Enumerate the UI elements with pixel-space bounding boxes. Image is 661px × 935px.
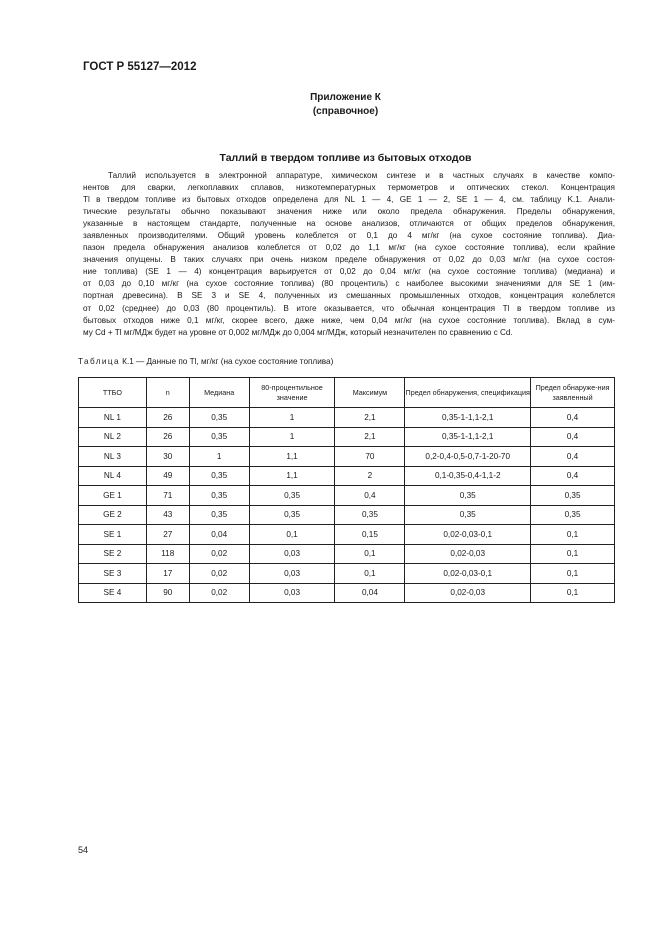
table-cell: 1 [189, 447, 249, 467]
table-cell: 0,02-0,03 [405, 544, 531, 564]
table-cell: 0,03 [249, 564, 335, 584]
table-cell: NL 4 [79, 466, 147, 486]
column-header: ТТБО [79, 378, 147, 408]
table-cell: 118 [146, 544, 189, 564]
annex-heading [0, 91, 661, 119]
table-cell: 0,04 [335, 583, 405, 603]
table-cell: 2,1 [335, 408, 405, 428]
paragraph-line: бытовых отходов ниже 0,1 мг/кг, скорее всего, даже ниже, чем 0,04 мг/кг (на сухое состояние топлива). Вклад в сум- [83, 315, 615, 325]
paragraph-line: пазон предела обнаружения анализов колеблется от 0,02 до 1,1 мг/кг (на сухое состояние топлива), если крайние [83, 243, 615, 253]
paragraph-line: от 0,03 до 0,10 мг/кг (на сухое состояние топлива) (80 процентиль) с наиболее высокими значениями для SE 1 (им- [83, 279, 615, 289]
table-row [79, 525, 615, 545]
annex-subtitle: (справочное) [312, 106, 379, 117]
table-row [79, 486, 615, 506]
table-cell: 0,1 [531, 525, 615, 545]
paragraph-line: Таллий используется в электронной аппаратуре, химическом синтезе и в частных случаях в качестве компо- [108, 171, 615, 180]
table-cell: 30 [146, 447, 189, 467]
table-cell: 0,35 [335, 505, 405, 525]
table-cell: 0,35 [249, 486, 335, 506]
table-row [79, 505, 615, 525]
column-header: Предел обнаруже-ния заявленный [531, 378, 615, 408]
paragraph-line: указанные в настоящем стандарте, полученные на основе анализов, отличаются от общих пределов обнаружения, [83, 219, 615, 229]
column-header: 80-процентильное значение [249, 378, 335, 408]
table-cell: 0,35 [189, 408, 249, 428]
table-row [79, 564, 615, 584]
table-cell: 0,4 [531, 408, 615, 428]
table-cell: 0,03 [249, 544, 335, 564]
table-cell: SE 4 [79, 583, 147, 603]
table-cell: 0,4 [531, 447, 615, 467]
table-cell: GE 2 [79, 505, 147, 525]
table-cell: 0,2-0,4-0,5-0,7-1-20-70 [405, 447, 531, 467]
table-header-row [79, 378, 615, 408]
section-title: Таллий в твердом топливе из бытовых отходов [219, 152, 472, 164]
paragraph-line: от 0,02 (среднее) до 0,03 (80 процентиль). В итоге оказывается, что обычная концентрация Tl в твердом топливе из [83, 303, 615, 313]
table-cell: 17 [146, 564, 189, 584]
table-cell: 0,4 [531, 427, 615, 447]
table-cell: 0,35-1-1,1-2,1 [405, 408, 531, 428]
table-cell: NL 1 [79, 408, 147, 428]
table-cell: 0,35 [189, 427, 249, 447]
table-cell: 0,35 [405, 505, 531, 525]
paragraph-line: значения опущены. В таких случаях при очень низком пределе обнаружения от 0,02 до 0,03 мг/кг (на сухое состоя- [83, 255, 615, 265]
table-caption [78, 357, 333, 366]
table-row [79, 466, 615, 486]
table-caption-text: К.1 — Данные по Tl, мг/кг (на сухое состояние топлива) [119, 357, 334, 366]
body-paragraph [83, 170, 615, 339]
column-header: Предел обнаружения, спецификация [405, 378, 531, 408]
table-cell: 43 [146, 505, 189, 525]
table-cell: 26 [146, 427, 189, 447]
table-cell: 0,02 [189, 583, 249, 603]
table-cell: 90 [146, 583, 189, 603]
table-cell: 0,1 [531, 564, 615, 584]
table-cell: 0,03 [249, 583, 335, 603]
table-cell: 0,35 [189, 486, 249, 506]
table-cell: 1 [249, 427, 335, 447]
table-cell: 2,1 [335, 427, 405, 447]
table-cell: 0,1 [531, 544, 615, 564]
table-cell: 0,02-0,03-0,1 [405, 564, 531, 584]
table-cell: GE 1 [79, 486, 147, 506]
table-cell: 0,1 [249, 525, 335, 545]
table-cell: 0,02-0,03 [405, 583, 531, 603]
table-cell: 0,35 [249, 505, 335, 525]
table-caption-label: Таблица [78, 357, 120, 366]
table-cell: 0,4 [531, 466, 615, 486]
table-cell: 71 [146, 486, 189, 506]
table-cell: SE 2 [79, 544, 147, 564]
table-cell: 49 [146, 466, 189, 486]
table-cell: 0,35 [531, 486, 615, 506]
table-cell: 70 [335, 447, 405, 467]
table-cell: 1,1 [249, 447, 335, 467]
table-cell: 0,1-0,35-0,4-1,1-2 [405, 466, 531, 486]
paragraph-line: тические результаты обычно показывают значения ниже или около предела обнаружения. Пределы обнаружения, [83, 207, 615, 217]
annex-title: Приложение К [310, 92, 381, 103]
table-cell: SE 1 [79, 525, 147, 545]
table-cell: 2 [335, 466, 405, 486]
page-number: 54 [78, 845, 89, 855]
table-row [79, 583, 615, 603]
table-cell: 0,35-1-1,1-2,1 [405, 427, 531, 447]
document-header: ГОСТ Р 55127—2012 [83, 61, 197, 73]
table-cell: 0,35 [189, 505, 249, 525]
column-header: Максимум [335, 378, 405, 408]
table-cell: NL 3 [79, 447, 147, 467]
paragraph-line: заявленных производителями. Общий уровень колеблется от 0,1 до 4 мг/кг (на сухое состояние топлива). Диа- [83, 231, 615, 241]
table-cell: 0,35 [189, 466, 249, 486]
table-row [79, 447, 615, 467]
table-cell: 0,1 [531, 583, 615, 603]
paragraph-line: Tl в твердом топливе из бытовых отходов определена для NL 1 — 4, GE 1 — 2, SE 1 — 4, см. таблицу K.1. Анали- [83, 195, 615, 205]
table-cell: 0,04 [189, 525, 249, 545]
table-cell: 0,1 [335, 564, 405, 584]
table-cell: 0,35 [531, 505, 615, 525]
table-cell: 0,4 [335, 486, 405, 506]
table-cell: 0,02 [189, 544, 249, 564]
table-cell: 26 [146, 408, 189, 428]
paragraph-line: нентов для сварки, легкоплавких сплавов, низкотемпературных термометров и оптических стекол. Концентрация [83, 183, 615, 193]
column-header: n [146, 378, 189, 408]
table-cell: 0,02-0,03-0,1 [405, 525, 531, 545]
table-row [79, 544, 615, 564]
data-table [78, 377, 615, 603]
table-cell: 0,02 [189, 564, 249, 584]
table-cell: 1 [249, 408, 335, 428]
paragraph-line: портная древесина). В SE 3 и SE 4, полученных из смешанных промышленных отходов, концентрация колеблется [83, 291, 615, 301]
table-cell: 0,1 [335, 544, 405, 564]
table-cell: 1,1 [249, 466, 335, 486]
table-row [79, 408, 615, 428]
paragraph-line: ние топлива) (SE 1 — 4) концентрация варьируется от 0,02 до 0,04 мг/кг (на сухое состояние топлива) (медиана) и [83, 267, 615, 277]
column-header: Медиана [189, 378, 249, 408]
table-cell: 0,35 [405, 486, 531, 506]
table-cell: SE 3 [79, 564, 147, 584]
paragraph-line: му Cd + Tl мг/МДж будет на уровне от 0,002 мг/МДж до 0,004 мг/МДж, который незначителен по сравнению с Cd. [83, 327, 513, 337]
table-row [79, 427, 615, 447]
table-cell: NL 2 [79, 427, 147, 447]
table-cell: 0,15 [335, 525, 405, 545]
table-cell: 27 [146, 525, 189, 545]
